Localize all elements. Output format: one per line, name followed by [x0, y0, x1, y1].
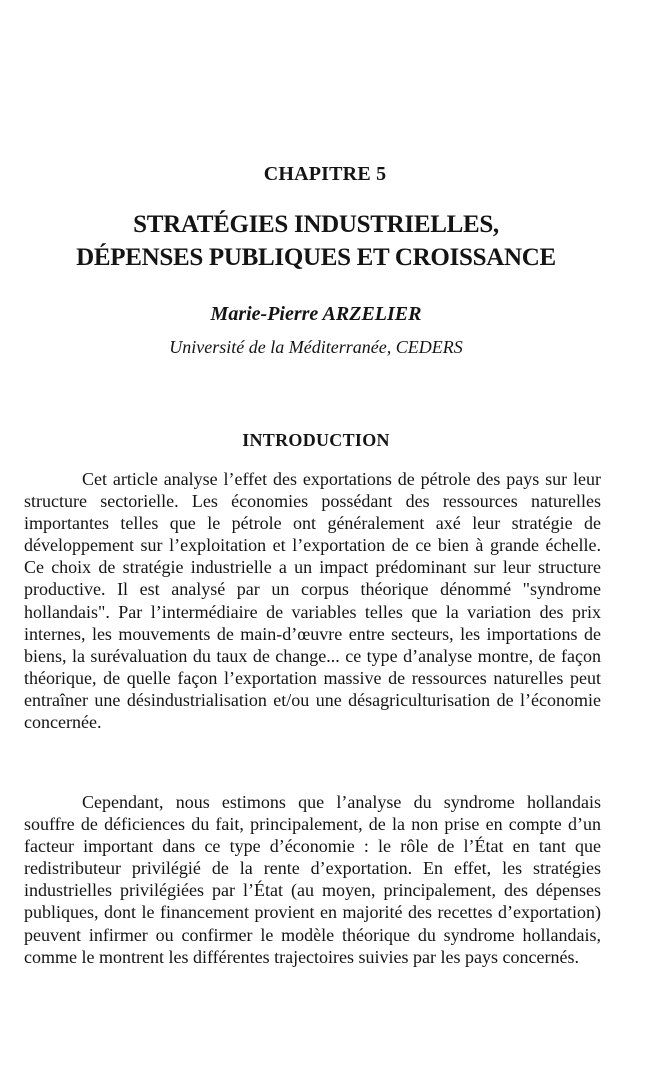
author-affiliation: Université de la Méditerranée, CEDERS — [169, 337, 463, 357]
chapter-title-line-2: DÉPENSES PUBLIQUES ET CROISSANCE — [76, 244, 556, 271]
body-paragraph-1: Cet article analyse l’effet des exportations de pétrole des pays sur leur structure sectorielle. Les économies possédant des ressources naturelles importantes telles que le pétrole ont généralement axé leur stratégie de développement sur l’exploitation et l’exportation de ce bien à grande échelle. Ce choix de stratégie industrielle a un impact prédominant sur leur structure productive. Il est analysé par un corpus théorique dénommé "syndrome hollandais". Par l’intermédiaire de variables telles que la variation des prix internes, les mouvements de main-d’œuvre entre secteurs, les importations de biens, la surévaluation du taux de change... ce type d’analyse montre, de façon théorique, de quelle façon l’exportation massive de ressources naturelles peut entraîner une désindustrialisation et/ou une désagriculturisation de l’économie concernée. — [24, 469, 601, 733]
chapter-title-line-1: STRATÉGIES INDUSTRIELLES, — [133, 211, 499, 238]
body-paragraph-2: Cependant, nous estimons que l’analyse du syndrome hollandais souffre de déficiences du fait, principalement, de la non prise en compte d’un facteur important dans ce type d’économie : le rôle de l’État en tant que redistributeur privilégié de la rente d’exportation. En effet, les stratégies industrielles privilégiées par l’État (au moyen, principalement, des dépenses publiques, dont le financement provient en majorité des recettes d’exportation) peuvent infirmer ou confirmer le modèle théorique du syndrome hollandais, comme le montrent les différentes trajectoires suivies par les pays concernés. — [24, 792, 601, 967]
author-name: Marie-Pierre ARZELIER — [210, 303, 422, 325]
chapter-number: CHAPITRE 5 — [263, 163, 387, 185]
chapter-title — [0, 208, 632, 274]
section-heading-introduction: INTRODUCTION — [242, 430, 390, 450]
